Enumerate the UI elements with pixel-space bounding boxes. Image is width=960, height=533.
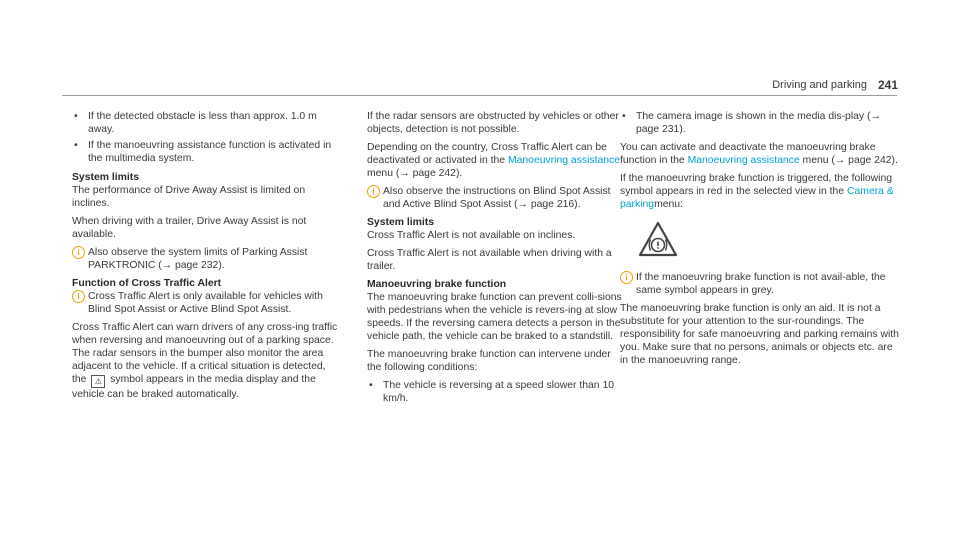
paragraph: The manoeuvring brake function can intervene under the following conditions: bbox=[367, 349, 611, 373]
manoeuvring-assistance-link[interactable]: Manoeuvring assistance bbox=[507, 155, 621, 166]
list-item: • The camera image is shown in the media dis-play (→ page 231). bbox=[622, 111, 881, 135]
paragraph: If the radar sensors are obstructed by vehicles or other objects, detection is not possible. bbox=[367, 111, 619, 135]
heading-cross-traffic-alert: Function of Cross Traffic Alert bbox=[72, 278, 222, 289]
paragraph: Cross Traffic Alert can warn drivers of any cross-ing traffic when reversing and manoeuvring out of a parking space. The radar sensors in the bumper also monitor the area adjacent to the vehicle. If a critical situation is detected, the ⚠ symbol appears in the media display and the vehicle can be braked automatically. bbox=[72, 322, 338, 400]
heading-system-limits: System limits bbox=[367, 217, 434, 228]
paragraph: The performance of Drive Away Assist is limited on inclines. bbox=[72, 185, 306, 209]
list-item: • If the manoeuvring assistance function is activated in the multimedia system. bbox=[74, 140, 332, 164]
info-icon: i bbox=[620, 271, 633, 284]
camera-parking-link[interactable]: Camera & parking bbox=[620, 186, 894, 210]
paragraph: Cross Traffic Alert is not available when driving with a trailer. bbox=[367, 248, 612, 272]
list-item: • If the detected obstacle is less than approx. 1.0 m away. bbox=[74, 111, 317, 135]
column-1 bbox=[72, 110, 342, 406]
bullet-icon: • bbox=[74, 140, 78, 151]
paragraph: Cross Traffic Alert is not available on inclines. bbox=[367, 230, 576, 241]
paragraph: The manoeuvring brake function can prevent colli-sions with pedestrians when the vehicle is revers-ing at slow speeds. If the reversing camera detects a person in the vehicle path, the vehicle can be braked to a standstill. bbox=[367, 292, 622, 342]
note: i Cross Traffic Alert is only available for vehicles with Blind Spot Assist or Active Blind Spot Assist. bbox=[72, 290, 342, 316]
note: i Also observe the system limits of Parking Assist PARKTRONIC (→ page 232). bbox=[72, 246, 342, 272]
bullet-icon: • bbox=[369, 380, 373, 391]
paragraph: The manoeuvring brake function is only an aid. It is not a substitute for your attention to the sur-roundings. The responsibility for safe manoeuvring and parking remains with you. Make sure that no persons, animals or objects etc. are in the manoeuvring range. bbox=[620, 303, 899, 366]
page-number: 241 bbox=[877, 78, 898, 92]
info-icon: i bbox=[367, 185, 380, 198]
info-icon: i bbox=[72, 290, 85, 303]
paragraph: When driving with a trailer, Drive Away Assist is not available. bbox=[72, 216, 307, 240]
list-item: • The vehicle is reversing at a speed slower than 10 km/h. bbox=[369, 380, 615, 404]
bullet-icon: • bbox=[74, 111, 78, 122]
paragraph: Depending on the country, Cross Traffic Alert can be deactivated or activated in the Manoeuvring assistance menu (→ page 242). bbox=[367, 142, 621, 179]
paragraph: If the manoeuvring brake function is triggered, the following symbol appears in red in the selected view in the Camera & parkingmenu: bbox=[620, 173, 894, 210]
cross-traffic-alert-icon: ⚠ bbox=[91, 375, 105, 388]
note: i Also observe the instructions on Blind Spot Assist and Active Blind Spot Assist (→ page 216). bbox=[367, 185, 627, 211]
paragraph: You can activate and deactivate the manoeuvring brake function in the Manoeuvring assistance menu (→ page 242). bbox=[620, 142, 898, 166]
info-icon: i bbox=[72, 246, 85, 259]
heading-system-limits: System limits bbox=[72, 172, 139, 183]
header-rule bbox=[62, 95, 897, 96]
column-2 bbox=[367, 110, 627, 408]
running-header: Driving and parking bbox=[772, 79, 867, 91]
manoeuvring-assistance-link[interactable]: Manoeuvring assistance bbox=[687, 155, 800, 166]
bullet-icon: • bbox=[622, 111, 626, 122]
column-3 bbox=[620, 110, 900, 372]
heading-manoeuvring-brake: Manoeuvring brake function bbox=[367, 279, 507, 290]
brake-warning-icon bbox=[638, 221, 678, 257]
note: i If the manoeuvring brake function is not avail-able, the same symbol appears in grey. bbox=[620, 271, 900, 297]
